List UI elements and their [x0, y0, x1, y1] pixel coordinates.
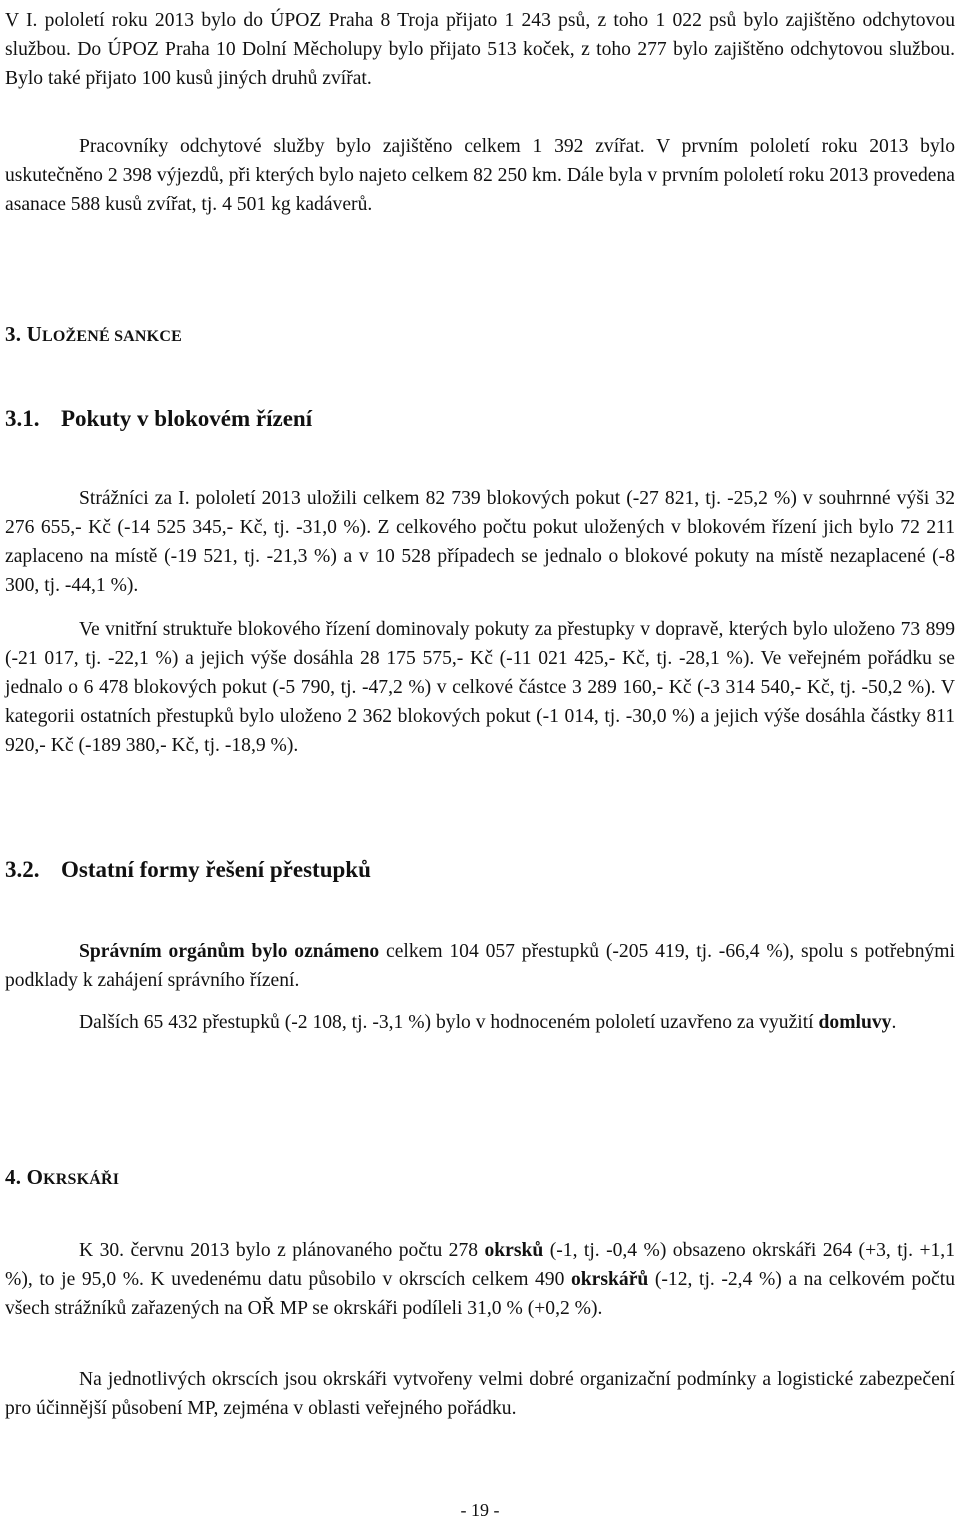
paragraph-domluvy: Dalších 65 432 přestupků (-2 108, tj. -3,1 %) bylo v hodnoceném pololetí uzavřeno za využití domluvy. — [79, 1012, 897, 1033]
heading-ulozene-sankce: 3. ULOŽENÉ SANKCE — [5, 322, 182, 346]
page-number: - 19 - — [460, 1500, 500, 1520]
paragraph-podminky-okrsku: Na jednotlivých okrscích jsou okrskáři vytvořeny velmi dobré organizační podmínky a logistické zabezpečení pro účinnější působení MP, zejména v oblasti veřejného pořádku. — [5, 1369, 955, 1419]
paragraph-spravni-organy: Správním orgánům bylo oznámeno celkem 104 057 přestupků (-205 419, tj. -66,4 %), spolu s potřebnými podklady k zahájení správního řízení. — [5, 941, 955, 991]
paragraph-okrsky: K 30. červnu 2013 bylo z plánovaného počtu 278 okrsků (-1, tj. -0,4 %) obsazeno okrskáři 264 (+3, tj. +1,1 %), to je 95,0 %. K uvedenému datu působilo v okrscích celkem 490 okrskářů (-12, tj. -2,4 %) a na celkovém počtu všech strážníků zařazených na OŘ MP se okrskáři podíleli 31,0 % (+0,2 %). — [5, 1240, 955, 1319]
paragraph-odchytova-sluzba: Pracovníky odchytové služby bylo zajištěno celkem 1 392 zvířat. V prvním pololetí roku 2013 bylo uskutečněno 2 398 výjezdů, při kterých bylo najeto celkem 82 250 km. Dále byla v prvním pololetí roku 2013 provedena asanace 588 kusů zvířat, tj. 4 501 kg kadáverů. — [5, 136, 955, 215]
paragraph-struktura-blokoveho-rizeni: Ve vnitřní struktuře blokového řízení dominovaly pokuty za přestupky v dopravě, kterých bylo uloženo 73 899 (-21 017, tj. -22,1 %) a jejich výše dosáhla 28 175 575,- Kč (-11 021 425,- Kč, tj. -28,1 %). Ve veřejném pořádku se jednalo o 6 478 blokových pokut (-5 790, tj. -47,2 %) v celkové částce 3 289 160,- Kč (-3 314 540,- Kč, tj. -50,2 %). V kategorii ostatních přestupků bylo uloženo 2 362 blokových pokut (-1 014, tj. -30,0 %) a jejich výše dosáhla částky 811 920,- Kč (-189 380,- Kč, tj. -18,9 %). — [5, 619, 955, 756]
heading-pokuty-blokove: 3.1. Pokuty v blokovém řízení — [5, 406, 313, 431]
heading-okrskari: 4. OKRSKÁŘI — [5, 1165, 120, 1189]
paragraph-pokuty-souhrn: Strážníci za I. pololetí 2013 uložili celkem 82 739 blokových pokut (-27 821, tj. -25,2 %) v souhrnné výši 32 276 655,- Kč (-14 525 345,- Kč, tj. -31,0 %). Z celkového počtu pokut uložených v blokovém řízení jich bylo 72 211 zaplaceno na místě (-19 521, tj. -21,3 %) a v 10 528 případech se jednalo o blokové pokuty na místě nezaplacené (-8 300, tj. -44,1 %). — [5, 488, 955, 596]
heading-ostatni-formy: 3.2. Ostatní formy řešení přestupků — [5, 857, 371, 882]
paragraph-utulky: V I. pololetí roku 2013 bylo do ÚPOZ Praha 8 Troja přijato 1 243 psů, z toho 1 022 psů bylo zajištěno odchytovou službou. Do ÚPOZ Praha 10 Dolní Měcholupy bylo přijato 513 koček, z toho 277 bylo zajištěno odchytovou službou. Bylo také přijato 100 kusů jiných druhů zvířat. — [5, 10, 955, 89]
